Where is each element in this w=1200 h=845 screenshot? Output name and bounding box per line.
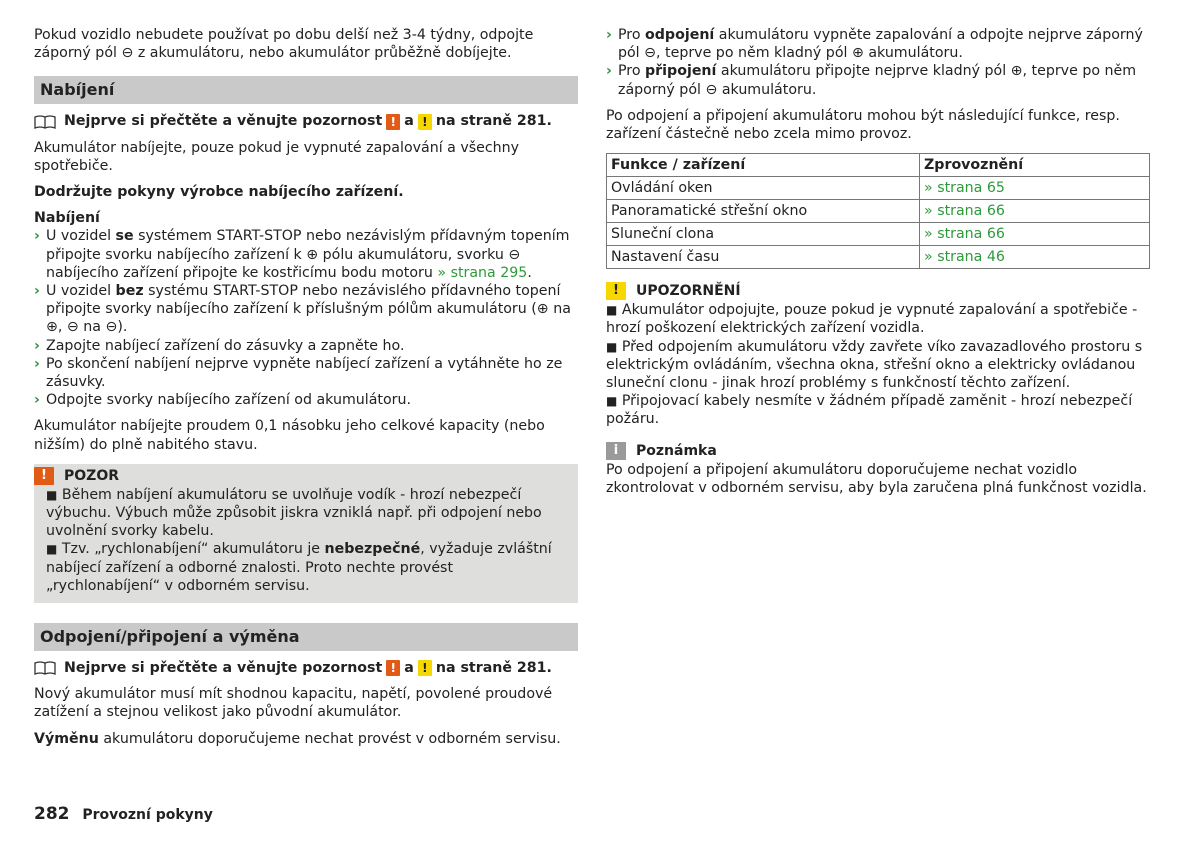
bullet-square-icon: ■ (46, 487, 58, 502)
paragraph: Po odpojení a připojení akumulátoru mohou být následující funkce, resp. zařízení částečně nebo zcela mimo provoz. (606, 107, 1120, 143)
upozorneni-header (606, 281, 1150, 301)
table-cell: Panoramatické střešní okno (607, 200, 920, 223)
paragraph-bold: Dodržujte pokyny výrobce nabíjecího zařízení. (34, 184, 404, 201)
page-link[interactable]: » strana 46 (920, 246, 1150, 269)
intro-paragraph: Pokud vozidlo nebudete používat po dobu delší než 3-4 týdny, odpojte záporný pól ⊖ z akumulátoru, nebo akumulátor průběžně dobíjejte. (34, 27, 534, 62)
notice-item: ■ Akumulátor odpojujte, pouze pokud je vypnuté zapalování a spotřebiče - hrozí poškození elektrických zařízení vozidla. (606, 302, 1138, 337)
safety-reference: Nejprve si přečtěte a věnujte pozornost ! a ! na straně 281. (34, 659, 578, 677)
pozor-warning-box (34, 464, 578, 603)
chevron-icon: › (34, 337, 40, 354)
caution-icon: ! (606, 282, 626, 300)
warning-icon: ! (34, 467, 54, 485)
chevron-icon: › (34, 228, 40, 245)
pozor-title: POZOR (64, 467, 119, 484)
note-text: Po odpojení a připojení akumulátoru doporučujeme nechat vozidlo zkontrolovat v odborném servisu, aby byla zaručena plná funkčnost vozidla. (606, 461, 1147, 496)
poznamka-header (606, 441, 1150, 461)
chevron-icon: › (606, 27, 612, 43)
table-cell: Ovládání oken (607, 177, 920, 200)
column-header: Funkce / zařízení (607, 154, 920, 177)
pozor-header (34, 466, 566, 486)
table-header-row (607, 154, 1150, 177)
list-item: › Po skončení nabíjení nejprve vypněte nabíjecí zařízení a vytáhněte ho ze zásuvky. (34, 355, 563, 391)
book-icon (34, 661, 56, 675)
notice-item: ■ Připojovací kabely nesmíte v žádném případě zaměnit - hrozí nebezpečí požáru. (606, 393, 1133, 428)
subheading-nabijeni: Nabíjení (34, 210, 100, 227)
book-icon (34, 115, 56, 129)
info-icon: i (606, 442, 626, 460)
disconnect-steps (606, 26, 1150, 99)
warning-icon: ! (386, 660, 400, 676)
page-link[interactable]: » strana 66 (920, 223, 1150, 246)
table-cell: Nastavení času (607, 246, 920, 269)
paragraph: Akumulátor nabíjejte proudem 0,1 násobku jeho celkové kapacity (nebo nižším) do plně nabitého stavu. (34, 418, 545, 453)
caution-icon: ! (418, 660, 432, 676)
paragraph: Výměnu akumulátoru doporučujeme nechat provést v odborném servisu. (34, 730, 561, 747)
chevron-icon: › (34, 355, 40, 372)
list-item: › U vozidel se systémem START-STOP nebo nezávislým přídavným topením připojte svorku nabíjecího zařízení k ⊕ pólu akumulátoru, svorku ⊖ nabíjecího zařízení připojte ke kostřicímu bodu motoru » strana 295. (34, 228, 570, 281)
paragraph: Akumulátor nabíjejte, pouze pokud je vypnuté zapalování a všechny spotřebiče. (34, 139, 520, 174)
page-link[interactable]: » strana 65 (920, 177, 1150, 200)
page-footer (34, 804, 213, 825)
section-heading-odpojeni: Odpojení/připojení a výměna (34, 623, 578, 651)
chevron-icon: › (34, 392, 40, 409)
bullet-square-icon: ■ (606, 303, 618, 318)
page-link[interactable]: » strana 66 (920, 200, 1150, 223)
poznamka-note (606, 441, 1150, 497)
upozorneni-notice (606, 281, 1150, 428)
column-header: Zprovoznění (920, 154, 1150, 177)
warning-icon: ! (386, 114, 400, 130)
left-column (34, 26, 578, 756)
right-column (606, 26, 1150, 497)
list-item: › Zapojte nabíjecí zařízení do zásuvky a zapněte ho. (34, 337, 405, 354)
chevron-icon: › (606, 63, 612, 80)
bullet-square-icon: ■ (46, 542, 58, 557)
chevron-icon: › (34, 283, 40, 300)
paragraph: Nový akumulátor musí mít shodnou kapacitu, napětí, povolené proudové zatížení a stejnou velikost jako původní akumulátor. (34, 686, 553, 721)
warning-item: ■ Tzv. „rychlonabíjení“ akumulátoru je nebezpečné, vyžaduje zvláštní nabíjecí zařízení a odborné znalosti. Proto nechte provést „rychlonabíjení“ v odborném servisu. (46, 541, 552, 594)
list-item: › Pro připojení akumulátoru připojte nejprve kladný pól ⊕, teprve po něm záporný pól ⊖ akumulátoru. (606, 63, 1137, 98)
charging-steps (34, 227, 578, 409)
list-item: › Pro odpojení akumulátoru vypněte zapalování a odpojte nejprve záporný pól ⊖, teprve po něm kladný pól ⊕ akumulátoru. (606, 27, 1143, 62)
page-number: 282 (34, 804, 70, 824)
table-row (607, 177, 1150, 200)
functions-table (606, 153, 1150, 269)
warning-item: ■ Během nabíjení akumulátoru se uvolňuje vodík - hrozí nebezpečí výbuchu. Výbuch může způsobit jiskra vzniklá např. při odpojení nebo uvolnění svorky kabelu. (46, 486, 542, 540)
page-link[interactable]: » strana 295 (437, 264, 528, 281)
upozorneni-title: UPOZORNĚNÍ (636, 283, 741, 300)
list-item: › Odpojte svorky nabíjecího zařízení od akumulátoru. (34, 392, 411, 409)
list-item: › U vozidel bez systému START-STOP nebo nezávislého přídavného topení připojte svorky nabíjecího zařízení k příslušným pólům akumulátoru (⊕ na ⊕, ⊖ na ⊖). (34, 283, 571, 336)
table-cell: Sluneční clona (607, 223, 920, 246)
bullet-square-icon: ■ (606, 339, 618, 354)
poznamka-title: Poznámka (636, 442, 717, 459)
bullet-square-icon: ■ (606, 394, 618, 409)
table-row (607, 200, 1150, 223)
table-row (607, 223, 1150, 246)
safety-reference: Nejprve si přečtěte a věnujte pozornost ! a ! na straně 281. (34, 112, 578, 130)
footer-section: Provozní pokyny (82, 807, 213, 823)
section-heading-nabijeni: Nabíjení (34, 76, 578, 104)
caution-icon: ! (418, 114, 432, 130)
notice-item: ■ Před odpojením akumulátoru vždy zavřete víko zavazadlového prostoru s elektrickým ovládáním, všechna okna, střešní okno a elektricky ovládanou sluneční clonu - jinak hrozí problémy s funkčností těchto zařízení. (606, 338, 1143, 392)
table-row (607, 246, 1150, 269)
